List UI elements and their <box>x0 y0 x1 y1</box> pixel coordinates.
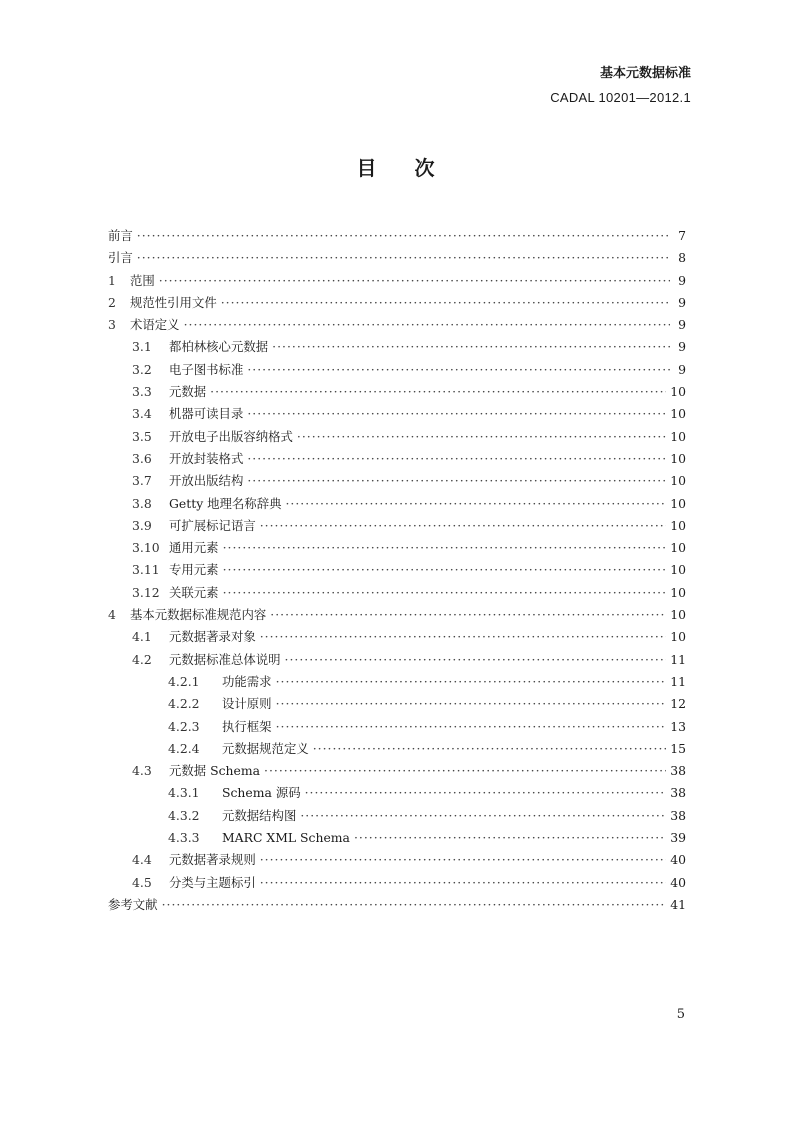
toc-entry-number: 3.7 <box>132 473 152 489</box>
toc-entry-label: 电子图书标准 <box>169 361 244 377</box>
toc-entry[interactable] <box>108 894 686 916</box>
toc-entry-page: 10 <box>670 495 686 511</box>
toc-entry-label: 可扩展标记语言 <box>169 517 256 533</box>
toc-entry-label: 都柏林核心元数据 <box>169 339 269 355</box>
toc-entry[interactable] <box>108 782 686 804</box>
toc-entry-page: 10 <box>670 517 686 533</box>
toc-leader-dots <box>260 849 666 871</box>
toc-entry[interactable] <box>108 716 686 738</box>
page-title <box>0 152 793 181</box>
toc-entry-page: 9 <box>678 294 686 310</box>
title-char-left: 目 <box>356 156 379 180</box>
toc-entry-number: 4.2.4 <box>168 740 200 756</box>
toc-entry-number: 3.5 <box>132 428 152 444</box>
toc-entry-page: 10 <box>670 629 686 645</box>
toc-entry[interactable] <box>108 582 686 604</box>
toc-entry[interactable] <box>108 559 686 581</box>
toc-entry-number: 4.2.1 <box>168 673 200 689</box>
toc-entry-label: 关联元素 <box>169 584 219 600</box>
toc-leader-dots <box>276 716 667 738</box>
toc-leader-dots <box>260 872 666 894</box>
toc-leader-dots <box>159 270 670 292</box>
document-header <box>550 64 691 108</box>
toc-entry-label: 范围 <box>130 272 155 288</box>
toc-entry-label: 元数据著录对象 <box>169 629 256 645</box>
toc-leader-dots <box>223 582 667 604</box>
toc-entry-page: 10 <box>670 607 686 623</box>
toc-leader-dots <box>247 403 666 425</box>
toc-leader-dots <box>137 247 670 269</box>
toc-leader-dots <box>247 359 670 381</box>
toc-entry-label: 分类与主题标引 <box>169 874 256 890</box>
toc-entry-label: 功能需求 <box>222 673 272 689</box>
toc-entry-label: 专用元素 <box>169 562 219 578</box>
toc-leader-dots <box>305 782 667 804</box>
toc-entry-label: 开放电子出版容纳格式 <box>169 428 293 444</box>
toc-entry[interactable] <box>108 292 686 314</box>
toc-leader-dots <box>270 604 666 626</box>
toc-entry[interactable] <box>108 805 686 827</box>
toc-entry-page: 38 <box>670 763 686 779</box>
toc-entry[interactable] <box>108 872 686 894</box>
toc-entry-label: 设计原则 <box>222 696 272 712</box>
toc-entry-label: 开放出版结构 <box>169 473 244 489</box>
toc-entry-number: 4.2.2 <box>168 696 200 712</box>
toc-entry[interactable] <box>108 314 686 336</box>
toc-entry[interactable] <box>108 270 686 292</box>
toc-entry-page: 39 <box>670 830 686 846</box>
toc-leader-dots <box>260 515 666 537</box>
toc-entry[interactable] <box>108 426 686 448</box>
toc-entry-page: 10 <box>670 584 686 600</box>
toc-entry[interactable] <box>108 738 686 760</box>
toc-entry-page: 10 <box>670 540 686 556</box>
toc-leader-dots <box>313 738 666 760</box>
toc-entry-page: 40 <box>670 874 686 890</box>
toc-leader-dots <box>285 493 666 515</box>
toc-entry[interactable] <box>108 849 686 871</box>
toc-leader-dots <box>354 827 666 849</box>
toc-entry-number: 4 <box>108 607 116 623</box>
toc-entry-label: 参考文献 <box>108 896 158 912</box>
toc-entry[interactable] <box>108 336 686 358</box>
toc-leader-dots <box>184 314 670 336</box>
toc-entry-label: 执行框架 <box>222 718 272 734</box>
toc-entry-page: 41 <box>670 896 686 912</box>
toc-leader-dots <box>260 626 666 648</box>
toc-entry[interactable] <box>108 515 686 537</box>
toc-leader-dots <box>276 693 667 715</box>
toc-entry[interactable] <box>108 693 686 715</box>
toc-entry-label: 元数据规范定义 <box>222 740 309 756</box>
toc-leader-dots <box>162 894 667 916</box>
toc-leader-dots <box>247 470 666 492</box>
toc-entry-label: 机器可读目录 <box>169 406 244 422</box>
toc-leader-dots <box>223 559 667 581</box>
toc-entry-label: 基本元数据标准规范内容 <box>130 607 267 623</box>
toc-entry-page: 9 <box>678 339 686 355</box>
toc-entry-number: 3.11 <box>132 562 160 578</box>
toc-entry-number: 3 <box>108 317 116 333</box>
toc-entry-number: 4.3.2 <box>168 807 200 823</box>
toc-entry-number: 4.3 <box>132 763 152 779</box>
toc-entry-number: 4.2 <box>132 651 152 667</box>
toc-entry[interactable] <box>108 225 686 247</box>
toc-entry-label: 元数据结构图 <box>222 807 297 823</box>
standard-code: CADAL 10201—2012.1 <box>550 90 691 105</box>
title-char-right: 次 <box>414 156 437 180</box>
toc-entry-number: 3.2 <box>132 361 152 377</box>
toc-entry[interactable] <box>108 537 686 559</box>
toc-entry-page: 10 <box>670 406 686 422</box>
toc-entry-page: 40 <box>670 852 686 868</box>
toc-entry-number: 3.12 <box>132 584 160 600</box>
toc-entry-number: 2 <box>108 294 116 310</box>
toc-entry-page: 7 <box>678 228 686 243</box>
toc-entry-number: 3.8 <box>132 495 152 511</box>
toc-entry-label: 元数据 <box>169 384 207 400</box>
toc-entry[interactable] <box>108 493 686 515</box>
toc-entry-page: 10 <box>670 384 686 400</box>
standard-name: 基本元数据标准 <box>599 66 691 81</box>
toc-leader-dots <box>210 381 666 403</box>
toc-leader-dots <box>276 671 667 693</box>
toc-entry-page: 10 <box>670 428 686 444</box>
toc-entry-page: 38 <box>670 785 686 801</box>
toc-entry-number: 4.3.3 <box>168 830 200 846</box>
toc-entry-number: 3.10 <box>132 540 160 556</box>
toc-leader-dots <box>221 292 670 314</box>
toc-leader-dots <box>272 336 670 358</box>
toc-leader-dots <box>264 760 666 782</box>
toc-entry-number: 4.4 <box>132 852 152 868</box>
toc-leader-dots <box>285 649 667 671</box>
toc-entry-label: 术语定义 <box>130 317 180 333</box>
toc-entry-number: 3.1 <box>132 339 152 355</box>
toc-entry-page: 11 <box>670 673 686 689</box>
table-of-contents <box>108 225 686 916</box>
toc-entry-page: 10 <box>670 473 686 489</box>
toc-entry[interactable] <box>108 760 686 782</box>
toc-entry-number: 4.2.3 <box>168 718 200 734</box>
toc-entry-page: 38 <box>670 807 686 823</box>
toc-entry-page: 13 <box>670 718 686 734</box>
toc-entry-label: 规范性引用文件 <box>130 294 217 310</box>
toc-entry[interactable] <box>108 649 686 671</box>
toc-entry-page: 12 <box>670 696 686 712</box>
toc-entry-page: 9 <box>678 272 686 288</box>
toc-entry-number: 4.1 <box>132 629 152 645</box>
toc-entry-page: 8 <box>678 250 686 266</box>
toc-entry-number: 3.3 <box>132 384 152 400</box>
toc-leader-dots <box>297 426 666 448</box>
toc-entry[interactable] <box>108 448 686 470</box>
toc-entry[interactable] <box>108 359 686 381</box>
toc-entry-label: 引言 <box>108 250 133 266</box>
toc-entry-label: Schema 源码 <box>222 785 301 801</box>
toc-entry[interactable] <box>108 470 686 492</box>
toc-entry-label: 通用元素 <box>169 540 219 556</box>
toc-entry-page: 11 <box>670 651 686 667</box>
toc-entry-number: 3.4 <box>132 406 152 422</box>
toc-entry-number: 1 <box>108 272 116 288</box>
toc-leader-dots <box>300 805 666 827</box>
toc-entry-label: 前言 <box>108 228 133 243</box>
toc-entry[interactable] <box>108 671 686 693</box>
toc-entry-page: 9 <box>678 317 686 333</box>
toc-entry[interactable] <box>108 604 686 626</box>
toc-entry[interactable] <box>108 403 686 425</box>
toc-entry[interactable] <box>108 247 686 269</box>
toc-entry-label: 元数据标准总体说明 <box>169 651 281 667</box>
toc-entry-page: 9 <box>678 361 686 377</box>
toc-leader-dots <box>247 448 666 470</box>
toc-entry-label: MARC XML Schema <box>222 830 350 846</box>
toc-entry-label: 开放封装格式 <box>169 450 244 466</box>
toc-entry[interactable] <box>108 381 686 403</box>
toc-leader-dots <box>223 537 667 559</box>
toc-entry-page: 15 <box>670 740 686 756</box>
toc-entry-number: 3.6 <box>132 450 152 466</box>
toc-leader-dots <box>137 225 670 247</box>
toc-entry-page: 10 <box>670 562 686 578</box>
page-number: 5 <box>676 1007 685 1022</box>
toc-entry[interactable] <box>108 626 686 648</box>
toc-entry-label: Getty 地理名称辞典 <box>169 495 282 511</box>
toc-entry[interactable] <box>108 827 686 849</box>
toc-entry-label: 元数据 Schema <box>169 763 260 779</box>
toc-entry-number: 4.3.1 <box>168 785 200 801</box>
toc-entry-page: 10 <box>670 450 686 466</box>
toc-entry-number: 4.5 <box>132 874 152 890</box>
toc-entry-number: 3.9 <box>132 517 152 533</box>
toc-entry-label: 元数据著录规则 <box>169 852 256 868</box>
